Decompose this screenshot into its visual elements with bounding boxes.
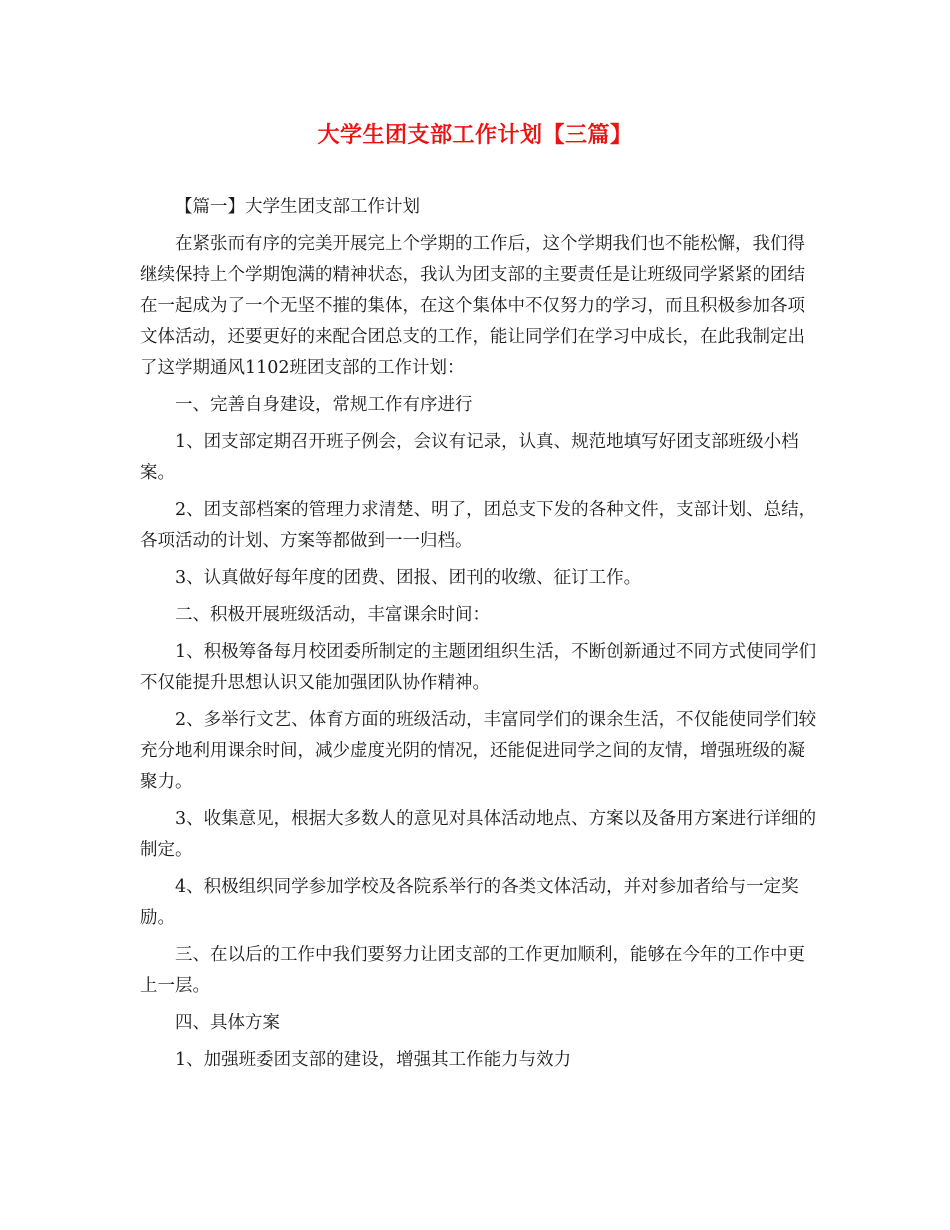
paragraph: 3、认真做好每年度的团费、团报、团刊的收缴、征订工作。 [175, 568, 642, 588]
heading-one: 一、完善自身建设，常规工作有序进行 [175, 395, 473, 415]
document-body [140, 192, 820, 1082]
heading-three: 三、在以后的工作中我们要努力让团支部的工作更加顺利，能够在今年的工作中更上一层。 [140, 945, 805, 996]
paragraph: 4、积极组织同学参加学校及各院系举行的各类文体活动，并对参加者给与一定奖励。 [140, 877, 799, 928]
heading-two: 二、积极开展班级活动，丰富课余时间： [175, 605, 490, 625]
paragraph: 2、团支部档案的管理力求清楚、明了，团总支下发的各种文件，支部计划、总结，各项活动的计划、方案等都做到一一归档。 [140, 500, 817, 551]
paragraph: 3、收集意见，根据大多数人的意见对具体活动地点、方案以及备用方案进行详细的制定。 [140, 809, 817, 860]
section-heading-1: 【篇一】大学生团支部工作计划 [175, 197, 420, 217]
intro-paragraph: 在紧张而有序的完美开展完上个学期的工作后，这个学期我们也不能松懈，我们得继续保持上个学期饱满的精神状态，我认为团支部的主要责任是让班级同学紧紧的团结在一起成为了一个无坚不摧的集体，在这个集体中不仅努力的学习，而且积极参加各项文体活动，还要更好的来配合团总支的工作，能让同学们在学习中成长，在此我制定出了这学期通风1102班团支部的工作计划： [140, 234, 805, 378]
paragraph: 1、团支部定期召开班子例会，会议有记录，认真、规范地填写好团支部班级小档案。 [140, 432, 799, 483]
paragraph: 1、加强班委团支部的建设，增强其工作能力与效力 [175, 1050, 572, 1070]
heading-four: 四、具体方案 [175, 1013, 280, 1033]
paragraph: 2、多举行文艺、体育方面的班级活动，丰富同学们的课余生活，不仅能使同学们较充分地利用课余时间，减少虚度光阴的情况，还能促进同学之间的友情，增强班级的凝聚力。 [140, 710, 817, 792]
paragraph: 1、积极筹备每月校团委所制定的主题团组织生活，不断创新通过不同方式使同学们不仅能提升思想认识又能加强团队协作精神。 [140, 642, 817, 693]
document-title: 大学生团支部工作计划【三篇】 [317, 122, 633, 148]
